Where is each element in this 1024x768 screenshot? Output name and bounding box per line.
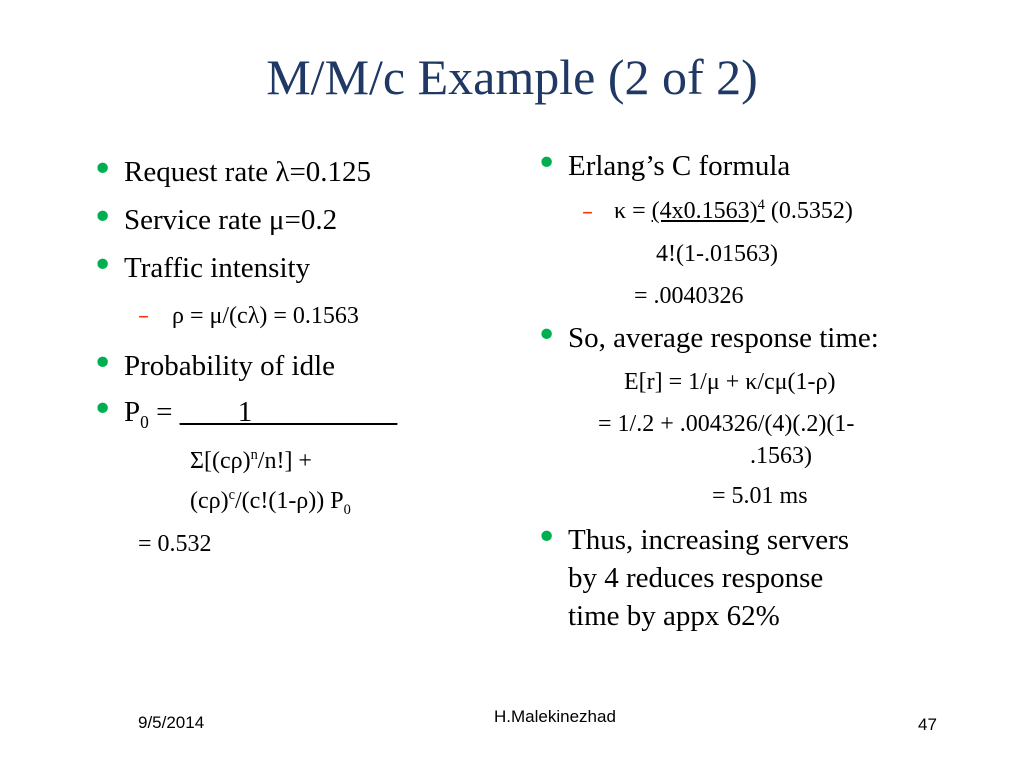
footer-date: 9/5/2014 <box>138 713 205 732</box>
bullet-dot-icon: • <box>536 517 558 558</box>
lambda-symbol: λ <box>275 156 290 188</box>
bullet-dot-icon: • <box>536 143 558 184</box>
slide-title: M/M/c Example (2 of 2) <box>266 49 758 105</box>
denom-part: /n!] + <box>257 448 312 474</box>
bullet-dot-icon: • <box>92 149 114 190</box>
p0-denominator-line1 <box>190 448 312 473</box>
footer-author: H.Malekinezhad <box>494 707 616 726</box>
kappa-formula <box>614 198 853 223</box>
kappa-prefix: κ = <box>614 198 652 224</box>
bullet-dot-icon: • <box>92 245 114 286</box>
denom-superscript: c <box>228 487 236 503</box>
kappa-tail: (0.5352) <box>764 198 853 224</box>
prob-idle-item: Probability of idle <box>124 350 336 382</box>
denom-part: (cρ) <box>190 488 229 514</box>
p0-label: P <box>124 396 141 428</box>
service-rate-value: =0.2 <box>284 204 338 236</box>
er-formula: E[r] = 1/μ + κ/cμ(1-ρ) <box>624 369 836 395</box>
dash-icon: – <box>582 200 593 225</box>
kappa-numerator: (4x0.1563) <box>651 198 758 224</box>
request-rate-item <box>124 158 371 187</box>
conclusion-line1: Thus, increasing servers <box>568 524 850 556</box>
bullet-dot-icon: • <box>536 315 558 356</box>
bullet-dot-icon: • <box>92 389 114 430</box>
bullet-dot-icon: • <box>92 343 114 384</box>
erlang-heading: Erlang’s C formula <box>568 150 791 182</box>
kappa-numerator-group <box>652 198 765 224</box>
p0-numerator: ____1__________ <box>179 396 398 428</box>
kappa-superscript: 4 <box>757 197 765 213</box>
denom-part: Σ[(cρ) <box>190 448 251 474</box>
p0-result: = 0.532 <box>138 531 212 557</box>
service-rate-item <box>124 206 337 235</box>
conclusion-line2: by 4 reduces response <box>568 562 824 594</box>
kappa-denominator: 4!(1-.01563) <box>656 241 778 267</box>
denom-subscript: 0 <box>343 501 351 518</box>
p0-denominator-line2 <box>190 488 351 517</box>
denom-part: /(c!(1-ρ)) P <box>235 488 344 514</box>
rho-formula: ρ = μ/(cλ) = 0.1563 <box>172 303 359 329</box>
kappa-result: = .0040326 <box>634 283 744 309</box>
denom-superscript: n <box>250 447 258 463</box>
p0-equation <box>124 398 397 431</box>
request-rate-label: Request rate <box>124 156 276 188</box>
request-rate-value: =0.125 <box>289 156 372 188</box>
conclusion-line3: time by appx 62% <box>568 600 780 632</box>
mu-symbol: μ <box>268 204 285 236</box>
avg-response-heading: So, average response time: <box>568 322 879 354</box>
service-rate-label: Service rate <box>124 204 269 236</box>
traffic-intensity-item: Traffic intensity <box>124 252 311 284</box>
er-substitution-line1: = 1/.2 + .004326/(4)(.2)(1- <box>598 411 855 437</box>
er-substitution-line2: .1563) <box>750 443 812 469</box>
footer-page-number: 47 <box>918 715 937 734</box>
bullet-dot-icon: • <box>92 197 114 238</box>
p0-equals: = <box>148 396 180 428</box>
er-result: = 5.01 ms <box>712 483 808 509</box>
dash-icon: – <box>138 304 149 329</box>
p0-subscript: 0 <box>140 411 149 432</box>
